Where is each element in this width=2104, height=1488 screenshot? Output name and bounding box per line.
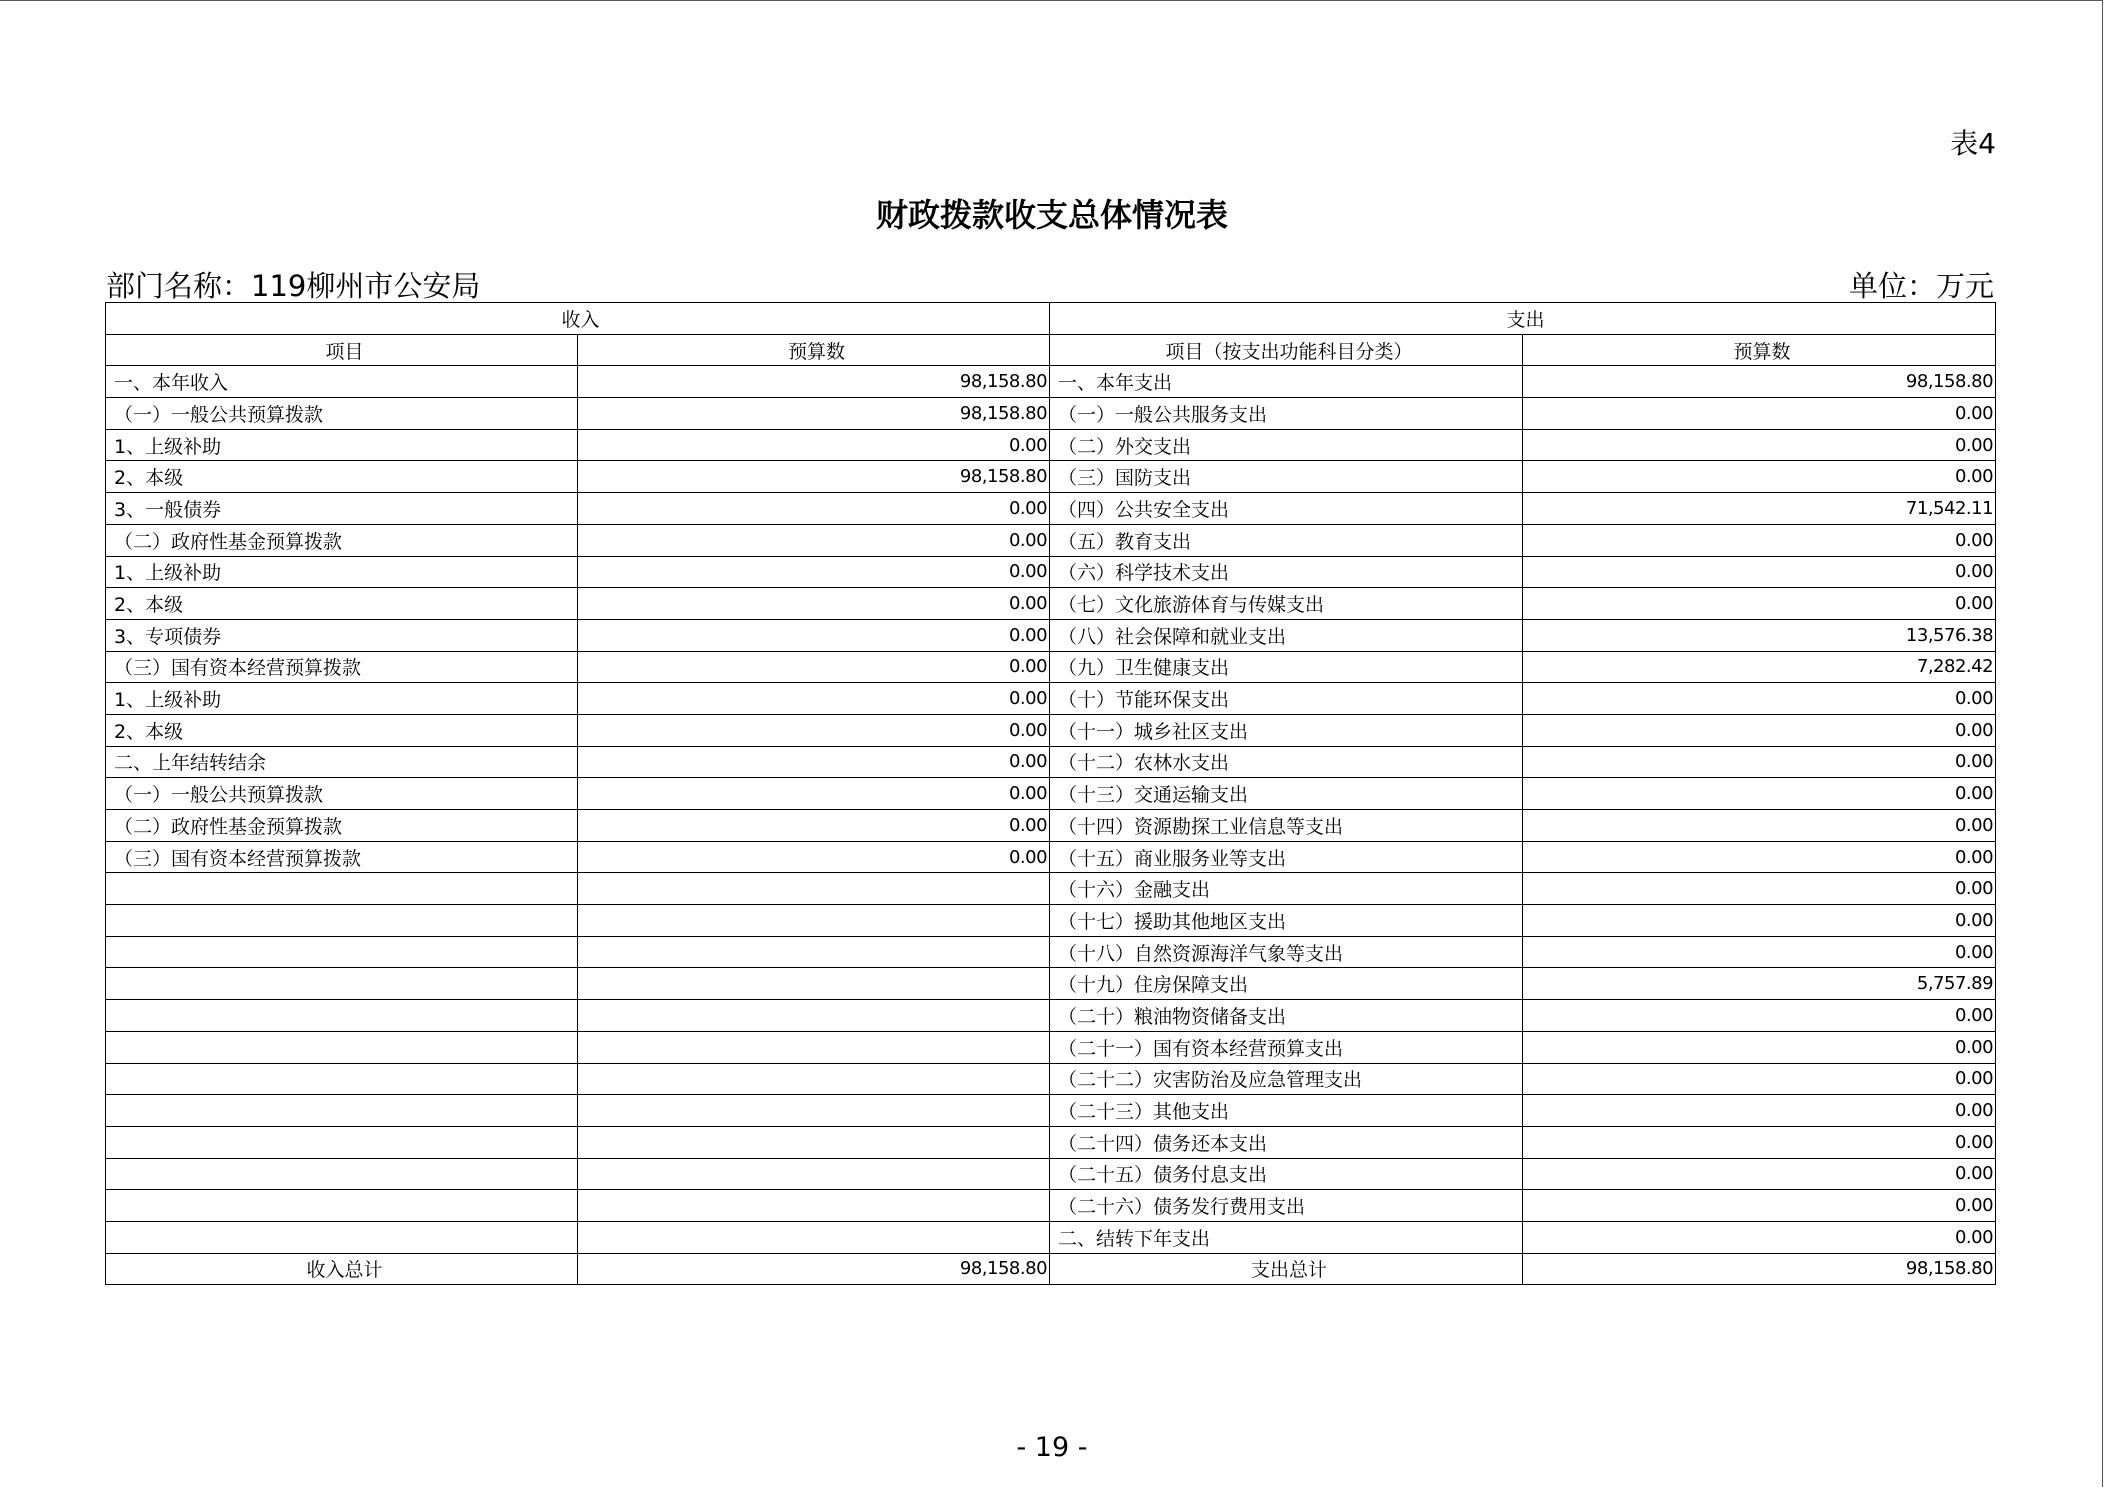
expense-amount-cell: 0.00 — [1523, 1190, 1996, 1222]
budget-table — [105, 302, 1996, 1285]
income-item-cell — [106, 936, 578, 968]
table-row — [106, 810, 1996, 842]
header-row-group — [106, 303, 1996, 335]
income-item-cell — [106, 1095, 578, 1127]
table-row — [106, 683, 1996, 715]
expense-item-cell: （十八）自然资源海洋气象等支出 — [1050, 936, 1523, 968]
income-amount-cell — [578, 968, 1050, 1000]
expense-amount-cell: 0.00 — [1523, 524, 1996, 556]
expense-amount-cell: 0.00 — [1523, 461, 1996, 493]
income-amount-cell — [578, 905, 1050, 937]
income-amount-cell: 0.00 — [578, 683, 1050, 715]
income-item-cell — [106, 905, 578, 937]
income-amount-cell — [578, 936, 1050, 968]
expense-amount-cell: 13,576.38 — [1523, 619, 1996, 651]
income-amount-cell: 0.00 — [578, 746, 1050, 778]
table-row — [106, 461, 1996, 493]
expense-amount-cell: 98,158.80 — [1523, 366, 1996, 398]
income-item-cell — [106, 968, 578, 1000]
income-amount-cell — [578, 1221, 1050, 1253]
expense-item-cell: （七）文化旅游体育与传媒支出 — [1050, 588, 1523, 620]
table-row — [106, 1031, 1996, 1063]
expense-amount-cell: 0.00 — [1523, 936, 1996, 968]
expense-amount-cell: 0.00 — [1523, 1063, 1996, 1095]
page-title: 财政拨款收支总体情况表 — [875, 196, 1228, 234]
expense-item-cell: （二十）粮油物资储备支出 — [1050, 1000, 1523, 1032]
income-amount-cell: 0.00 — [578, 493, 1050, 525]
expense-amount-cell: 0.00 — [1523, 1095, 1996, 1127]
expense-item-cell: （十二）农林水支出 — [1050, 746, 1523, 778]
income-amount-cell — [578, 1158, 1050, 1190]
header-row-columns — [106, 334, 1996, 366]
table-row — [106, 556, 1996, 588]
expense-item-cell: （十三）交通运输支出 — [1050, 778, 1523, 810]
income-item-cell: 1、上级补助 — [106, 556, 578, 588]
table-row — [106, 1158, 1996, 1190]
table-row — [106, 746, 1996, 778]
table-row — [106, 398, 1996, 430]
income-amount-cell — [578, 1190, 1050, 1222]
expense-total-label: 支出总计 — [1050, 1253, 1523, 1285]
table-row — [106, 429, 1996, 461]
income-amount-cell: 0.00 — [578, 429, 1050, 461]
page-number: - 19 - — [1016, 1432, 1088, 1463]
income-item-cell: （三）国有资本经营预算拨款 — [106, 841, 578, 873]
expense-item-cell: （十九）住房保障支出 — [1050, 968, 1523, 1000]
department-name: 部门名称：119柳州市公安局 — [106, 269, 481, 303]
income-header: 收入 — [106, 303, 1050, 335]
table-row — [106, 1095, 1996, 1127]
expense-item-cell: （八）社会保障和就业支出 — [1050, 619, 1523, 651]
expense-item-cell: （二十四）债务还本支出 — [1050, 1126, 1523, 1158]
income-item-cell: （一）一般公共预算拨款 — [106, 778, 578, 810]
table-row — [106, 1221, 1996, 1253]
income-amount-cell: 98,158.80 — [578, 366, 1050, 398]
income-item-cell — [106, 1221, 578, 1253]
unit-label: 单位：万元 — [1848, 269, 1994, 303]
expense-item-cell: （十六）金融支出 — [1050, 873, 1523, 905]
expense-item-cell: 二、结转下年支出 — [1050, 1221, 1523, 1253]
expense-amount-cell: 0.00 — [1523, 429, 1996, 461]
table-row — [106, 936, 1996, 968]
table-row — [106, 1190, 1996, 1222]
income-item-cell: 2、本级 — [106, 461, 578, 493]
income-total-label: 收入总计 — [106, 1253, 578, 1285]
table-row — [106, 1063, 1996, 1095]
table-row — [106, 588, 1996, 620]
income-item-cell: 1、上级补助 — [106, 683, 578, 715]
income-amount-cell: 0.00 — [578, 619, 1050, 651]
table-number: 表4 — [1950, 127, 1996, 160]
expense-amount-cell: 0.00 — [1523, 746, 1996, 778]
income-amount-cell — [578, 1000, 1050, 1032]
expense-amount-cell: 0.00 — [1523, 1126, 1996, 1158]
expense-amount-cell: 0.00 — [1523, 714, 1996, 746]
income-item-cell: 2、本级 — [106, 714, 578, 746]
expense-item-cell: （二十三）其他支出 — [1050, 1095, 1523, 1127]
income-item-cell — [106, 873, 578, 905]
expense-amount-cell: 71,542.11 — [1523, 493, 1996, 525]
table-row — [106, 873, 1996, 905]
income-item-cell — [106, 1190, 578, 1222]
table-row — [106, 778, 1996, 810]
expense-item-cell: （二十一）国有资本经营预算支出 — [1050, 1031, 1523, 1063]
expense-amount-cell: 0.00 — [1523, 841, 1996, 873]
expense-amount-cell: 0.00 — [1523, 588, 1996, 620]
expense-amount-cell: 0.00 — [1523, 398, 1996, 430]
expense-item-cell: （一）一般公共服务支出 — [1050, 398, 1523, 430]
income-item-cell: （二）政府性基金预算拨款 — [106, 810, 578, 842]
income-item-cell: 2、本级 — [106, 588, 578, 620]
income-amount-cell: 0.00 — [578, 714, 1050, 746]
total-row — [106, 1253, 1996, 1285]
expense-item-cell: 一、本年支出 — [1050, 366, 1523, 398]
income-amount-cell: 0.00 — [578, 524, 1050, 556]
expense-header: 支出 — [1050, 303, 1996, 335]
income-amount-cell — [578, 1063, 1050, 1095]
expense-amount-cell: 0.00 — [1523, 905, 1996, 937]
expense-item-cell: （五）教育支出 — [1050, 524, 1523, 556]
income-amount-cell: 0.00 — [578, 588, 1050, 620]
expense-item-cell: （十七）援助其他地区支出 — [1050, 905, 1523, 937]
income-total-amount: 98,158.80 — [578, 1253, 1050, 1285]
income-item-cell: （三）国有资本经营预算拨款 — [106, 651, 578, 683]
expense-amount-cell: 0.00 — [1523, 778, 1996, 810]
expense-amount-cell: 0.00 — [1523, 683, 1996, 715]
income-item-cell — [106, 1031, 578, 1063]
expense-item-cell: （六）科学技术支出 — [1050, 556, 1523, 588]
expense-item-cell: （二十五）债务付息支出 — [1050, 1158, 1523, 1190]
expense-amount-cell: 0.00 — [1523, 1158, 1996, 1190]
income-item-cell: （二）政府性基金预算拨款 — [106, 524, 578, 556]
table-row — [106, 905, 1996, 937]
expense-item-cell: （二）外交支出 — [1050, 429, 1523, 461]
income-item-cell — [106, 1000, 578, 1032]
expense-amount-cell: 0.00 — [1523, 556, 1996, 588]
income-amount-cell — [578, 1095, 1050, 1127]
income-item-cell: 1、上级补助 — [106, 429, 578, 461]
expense-item-cell: （二十六）债务发行费用支出 — [1050, 1190, 1523, 1222]
table-row — [106, 714, 1996, 746]
income-amount-cell: 0.00 — [578, 651, 1050, 683]
table-row — [106, 1126, 1996, 1158]
income-amount-cell: 0.00 — [578, 841, 1050, 873]
expense-item-cell: （十五）商业服务业等支出 — [1050, 841, 1523, 873]
income-amount-cell — [578, 1126, 1050, 1158]
table-row — [106, 493, 1996, 525]
income-item-cell: 二、上年结转结余 — [106, 746, 578, 778]
expense-total-amount: 98,158.80 — [1523, 1253, 1996, 1285]
income-item-cell: 3、一般债券 — [106, 493, 578, 525]
expense-amount-cell: 0.00 — [1523, 1221, 1996, 1253]
expense-item-cell: （九）卫生健康支出 — [1050, 651, 1523, 683]
income-amount-cell: 0.00 — [578, 810, 1050, 842]
table-row — [106, 524, 1996, 556]
table-row — [106, 841, 1996, 873]
expense-item-cell: （十一）城乡社区支出 — [1050, 714, 1523, 746]
income-amount-cell — [578, 873, 1050, 905]
table-row — [106, 366, 1996, 398]
expense-item-cell: （二十二）灾害防治及应急管理支出 — [1050, 1063, 1523, 1095]
expense-amount-cell: 0.00 — [1523, 810, 1996, 842]
expense-amount-cell: 5,757.89 — [1523, 968, 1996, 1000]
income-item-cell: 一、本年收入 — [106, 366, 578, 398]
income-amount-cell: 0.00 — [578, 778, 1050, 810]
income-amount-cell: 98,158.80 — [578, 398, 1050, 430]
expense-item-cell: （三）国防支出 — [1050, 461, 1523, 493]
income-item-header: 项目 — [106, 334, 578, 366]
income-item-cell — [106, 1063, 578, 1095]
table-row — [106, 968, 1996, 1000]
expense-item-cell: （十四）资源勘探工业信息等支出 — [1050, 810, 1523, 842]
expense-amount-cell: 7,282.42 — [1523, 651, 1996, 683]
expense-item-cell: （四）公共安全支出 — [1050, 493, 1523, 525]
table-row — [106, 1000, 1996, 1032]
income-item-cell: 3、专项债券 — [106, 619, 578, 651]
expense-amount-cell: 0.00 — [1523, 1031, 1996, 1063]
income-amount-cell: 0.00 — [578, 556, 1050, 588]
expense-amount-cell: 0.00 — [1523, 1000, 1996, 1032]
income-amount-cell — [578, 1031, 1050, 1063]
expense-amount-header: 预算数 — [1523, 334, 1996, 366]
table-row — [106, 651, 1996, 683]
expense-item-cell: （十）节能环保支出 — [1050, 683, 1523, 715]
expense-amount-cell: 0.00 — [1523, 873, 1996, 905]
income-amount-header: 预算数 — [578, 334, 1050, 366]
income-item-cell — [106, 1126, 578, 1158]
expense-item-header: 项目（按支出功能科目分类） — [1050, 334, 1523, 366]
income-item-cell: （一）一般公共预算拨款 — [106, 398, 578, 430]
income-item-cell — [106, 1158, 578, 1190]
income-amount-cell: 98,158.80 — [578, 461, 1050, 493]
table-row — [106, 619, 1996, 651]
